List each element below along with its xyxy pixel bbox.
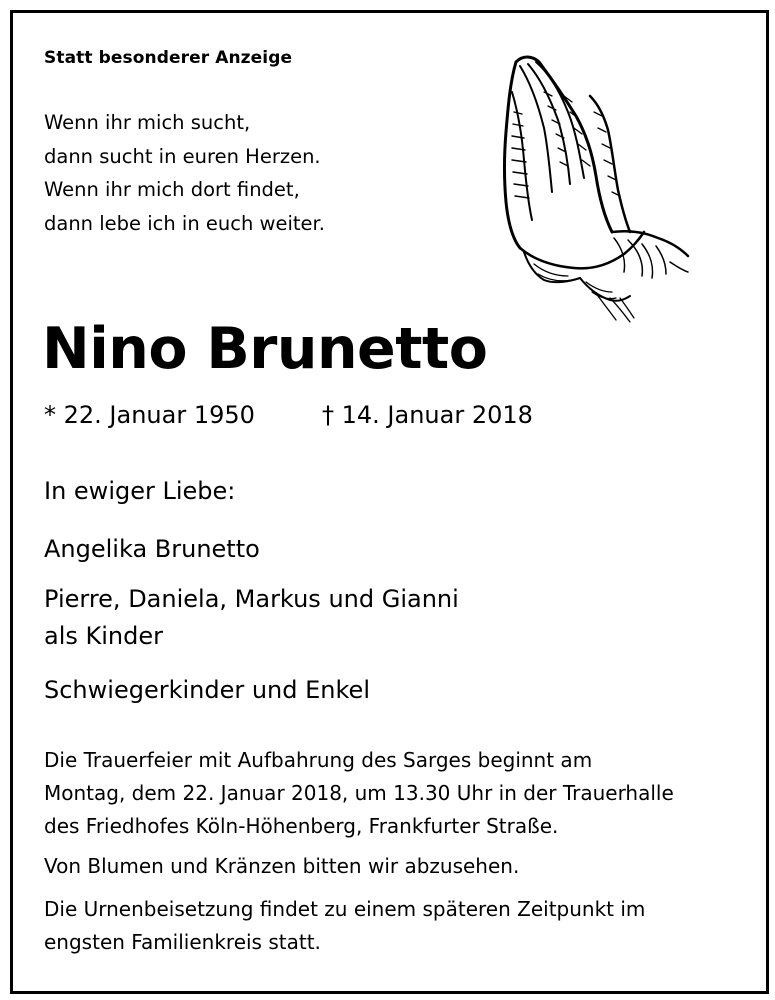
ceremony-notice	[44, 744, 674, 843]
notice-line: Die Trauerfeier mit Aufbahrung des Sarges beginnt am	[44, 748, 593, 772]
deceased-name: Nino Brunetto	[42, 316, 488, 382]
death-date: † 14. Januar 2018	[322, 401, 533, 429]
notice-line: Montag, dem 22. Januar 2018, um 13.30 Uhr in der Trauerhalle	[44, 781, 674, 805]
poem	[44, 106, 325, 240]
notice-line: engsten Familienkreis statt.	[44, 930, 321, 954]
mourner-others: Schwiegerkinder und Enkel	[44, 676, 370, 704]
poem-line: Wenn ihr mich sucht,	[44, 111, 251, 134]
mourner-children	[44, 581, 459, 655]
poem-line: dann sucht in euren Herzen.	[44, 144, 321, 168]
mourner-wife: Angelika Brunetto	[44, 535, 260, 563]
flowers-notice: Von Blumen und Kränzen bitten wir abzusehen.	[44, 854, 520, 878]
burial-notice	[44, 893, 645, 959]
poem-line: dann lebe ich in euch weiter.	[44, 211, 325, 235]
praying-hands-icon	[494, 52, 690, 324]
life-dates	[44, 401, 533, 429]
children-names: Pierre, Daniela, Markus und Gianni	[44, 585, 459, 613]
children-role: als Kinder	[44, 622, 163, 650]
mourners-intro: In ewiger Liebe:	[44, 477, 236, 505]
notice-line: des Friedhofes Köln-Höhenberg, Frankfurter Straße.	[44, 814, 559, 838]
header-title: Statt besonderer Anzeige	[44, 48, 293, 68]
poem-line: Wenn ihr mich dort findet,	[44, 178, 300, 201]
notice-line: Die Urnenbeisetzung findet zu einem späteren Zeitpunkt im	[44, 897, 646, 921]
birth-date: * 22. Januar 1950	[44, 401, 255, 429]
